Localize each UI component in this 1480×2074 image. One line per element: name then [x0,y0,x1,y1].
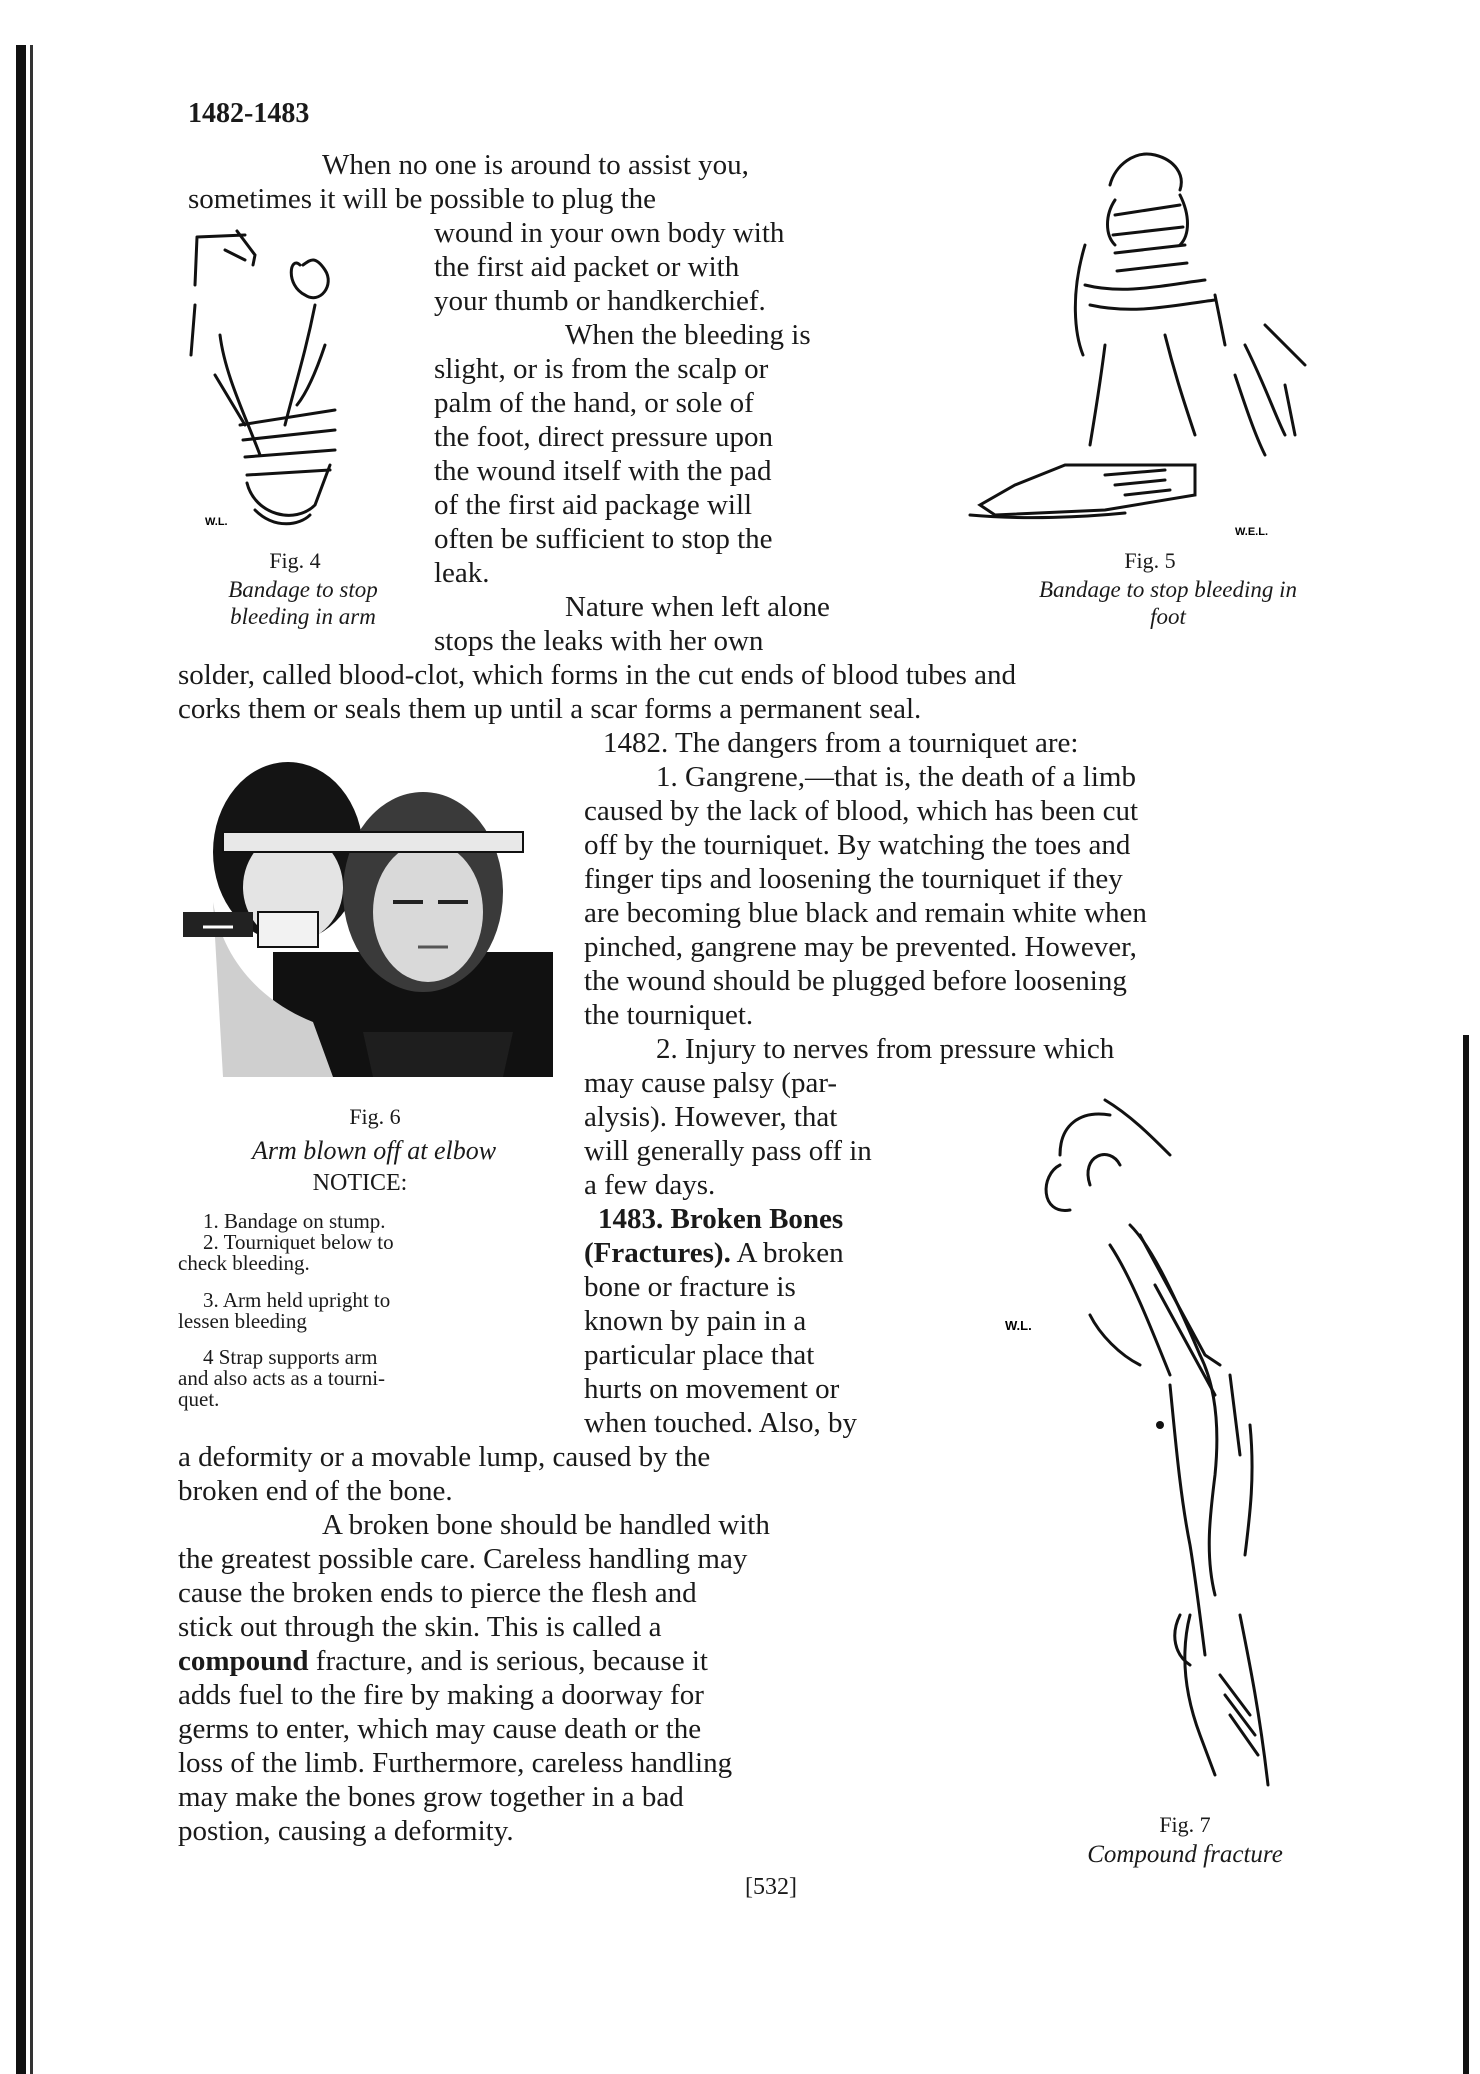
body-line: are becoming blue black and remain white when [584,897,1147,929]
body-line: loss of the limb. Furthermore, careless handling [178,1747,733,1779]
fig4-label: Fig. 4 [269,548,321,573]
fig4-caption-line1: Bandage to stop [228,577,378,602]
body-line: cause the broken ends to pierce the flesh and [178,1577,697,1609]
page-header: 1482-1483 [188,98,310,129]
body-line: hurts on movement or [584,1373,840,1405]
fig4-illustration [185,225,420,550]
binding-edge [16,45,26,2074]
fig6-notice-title: NOTICE: [312,1170,408,1196]
body-line: the wound itself with the pad [434,455,772,487]
notice-item: 3. Arm held upright to [203,1288,391,1312]
fig6-label: Fig. 6 [349,1104,401,1129]
body-line: slight, or is from the scalp or [434,353,769,385]
notice-item: quet. [178,1387,220,1411]
fig5-caption-line1: Bandage to stop bleeding in [1038,577,1298,602]
body-line: pinched, gangrene may be prevented. However, [584,931,1137,963]
body-line: may cause palsy (par- [584,1067,838,1099]
fig7-initials: W.L. [1005,1318,1032,1333]
body-line: the first aid packet or with [434,251,740,283]
body-line: the tourniquet. [584,999,754,1031]
body-line: will generally pass off in [584,1135,872,1167]
fig5-caption-line2: foot [1150,604,1186,629]
body-line: stick out through the skin. This is called a [178,1611,662,1643]
body-line: a few days. [584,1169,716,1201]
notice-item: 1. Bandage on stump. [203,1209,386,1233]
body-line: germs to enter, which may cause death or the [178,1713,702,1745]
fig4-initials: W.L. [205,516,228,528]
page-number: [532] [745,1874,797,1900]
body-text-span: A broken [730,1237,844,1269]
body-line: the wound should be plugged before loosening [584,965,1127,997]
body-line: may make the bones grow together in a bad [178,1781,684,1813]
body-line: alysis). However, that [584,1101,838,1133]
body-line: leak. [434,557,490,589]
notice-item: and also acts as a tourni- [178,1366,386,1390]
body-line: often be sufficient to stop the [434,523,773,555]
notice-item: check bleeding. [178,1251,310,1275]
body-line: postion, causing a deformity. [178,1815,514,1847]
fig5-initials: W.E.L. [1235,526,1268,538]
fig7-caption: Compound fracture [1087,1841,1283,1868]
body-line: when touched. Also, by [584,1407,858,1439]
right-edge-bar [1463,1035,1469,2074]
body-line: A broken bone should be handled with [322,1509,770,1541]
body-line: the foot, direct pressure upon [434,421,774,453]
fig6-photo [183,752,553,1077]
fig5-label: Fig. 5 [1124,548,1176,573]
fig7-label: Fig. 7 [1159,1812,1211,1837]
body-line: 1. Gangrene,—that is, the death of a limb [656,761,1136,793]
body-line: adds fuel to the fire by making a doorway for [178,1679,704,1711]
body-line: broken end of the bone. [178,1475,453,1507]
fig4-caption-line2: bleeding in arm [230,604,376,629]
body-line: particular place that [584,1339,815,1371]
notice-item: 4 Strap supports arm [203,1345,378,1369]
body-line: bone or fracture is [584,1271,796,1303]
notice-item: 2. Tourniquet below to [203,1230,394,1254]
body-line: of the first aid package will [434,489,753,521]
fig5-illustration [965,145,1395,555]
body-line: caused by the lack of blood, which has been cut [584,795,1139,827]
body-line: 2. Injury to nerves from pressure which [656,1033,1115,1065]
notice-item: lessen bleeding [178,1309,307,1333]
body-line: corks them or seals them up until a scar forms a permanent seal. [178,693,922,725]
body-line: the greatest possible care. Careless handling may [178,1543,748,1575]
body-text-span: fracture, and is serious, because it [308,1645,708,1677]
body-line: solder, called blood-clot, which forms in the cut ends of blood tubes and [178,659,1017,691]
fig7-illustration [1000,1095,1400,1795]
binding-edge-line [30,45,33,2074]
section-1483-heading: 1483. Broken Bones [598,1203,844,1235]
body-line: stops the leaks with her own [434,625,764,657]
compound-term: compound [178,1645,309,1677]
body-line: sometimes it will be possible to plug the [188,183,656,215]
fractures-heading: (Fractures). [584,1237,731,1269]
section-1482-intro: 1482. The dangers from a tourniquet are: [603,727,1079,759]
body-line: known by pain in a [584,1305,807,1337]
body-line: your thumb or handkerchief. [434,285,766,317]
body-line: Nature when left alone [565,591,830,623]
body-line: a deformity or a movable lump, caused by the [178,1441,711,1473]
body-line: When the bleeding is [565,319,811,351]
body-line: palm of the hand, or sole of [434,387,754,419]
body-line: When no one is around to assist you, [322,149,749,181]
fig6-caption: Arm blown off at elbow [251,1136,497,1165]
body-line: wound in your own body with [434,217,785,249]
body-line: finger tips and loosening the tourniquet if they [584,863,1123,895]
body-line: off by the tourniquet. By watching the toes and [584,829,1131,861]
